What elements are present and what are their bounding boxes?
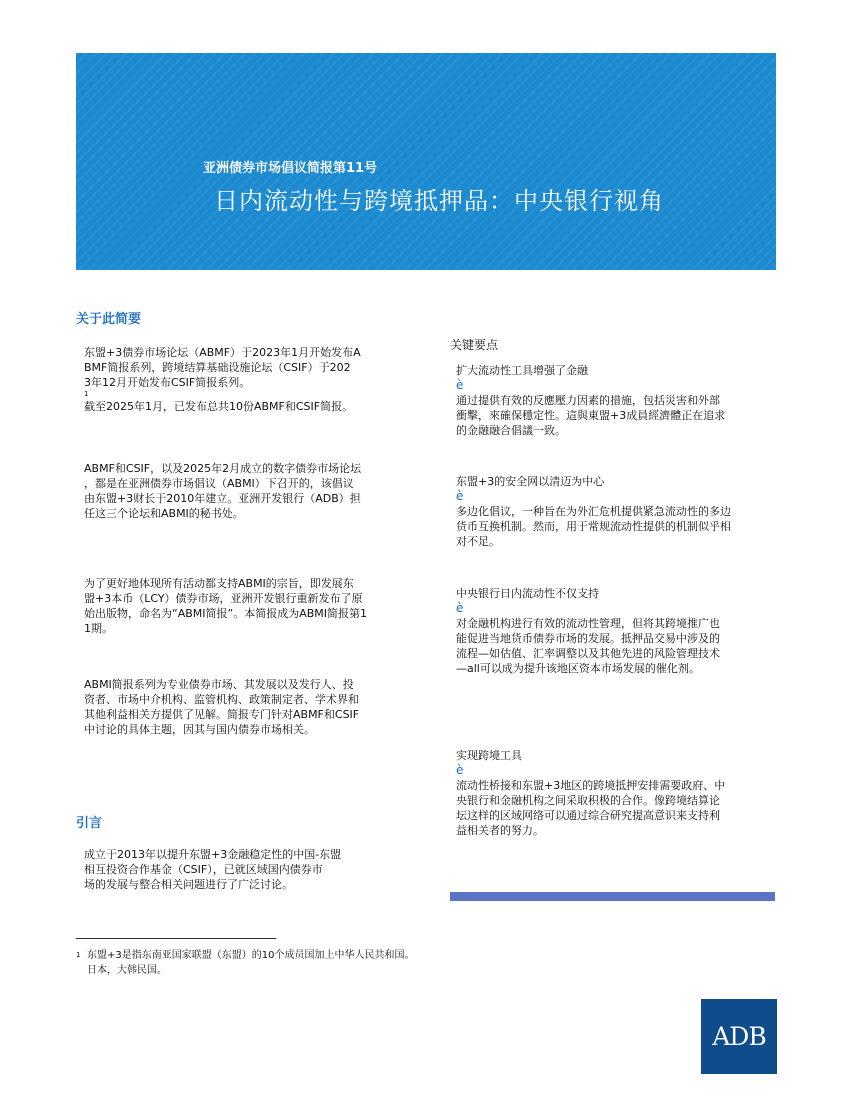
key-point-4 [456,748,774,838]
intro-heading: 引言 [76,816,103,831]
key-points-bottom-bar [450,892,775,901]
arrow-bullet-icon: è [456,601,464,615]
key-point-3 [456,586,774,676]
text-line: ABMI简报系列为专业债券市场、其发展以及发行人、投 [84,678,354,691]
text-line: 截至2025年1月，已发布总共10份ABMF和CSIF简报。 [84,400,354,413]
text-line: 中讨论的具体主题，因其与国内债券市场相关。 [84,723,315,736]
footnote-mark: 1 [76,951,81,959]
about-paragraph-3 [84,461,402,521]
key-point-title: 扩大流动性工具增强了金融 [456,364,588,377]
text-line: 由东盟+3财长于2010年建立。亚洲开发银行（ADB）担 [84,492,361,505]
publication-date: 2025年6月 [683,293,740,306]
text-line: 坛这样的区域网络可以通过综合研究提高意识来支持利 [456,809,720,822]
text-line: 货币互换机制。然而，用于常规流动性提供的机制似乎相 [456,520,731,533]
key-point-title: 实现跨境工具 [456,749,522,762]
key-point-1 [456,363,774,438]
text-line: 东盟+3是指东南亚国家联盟（东盟）的10个成员国加上中华人民共和国。 [87,950,415,961]
key-point-title: 中央银行日内流动性不仅支持 [456,587,599,600]
text-line: 盟+3本币（LCY）债券市场，亚洲开发银行重新发布了原 [84,592,363,605]
text-line: 3年12月开始发布CSIF简报系列。 [84,376,251,389]
text-line: 始出版物，命名为“ABMI简报”。本简报成为ABMI简报第1 [84,607,368,620]
text-line: 为了更好地体现所有活动都支持ABMI的宗旨，即发展东 [84,577,354,590]
text-line: ABMF和CSIF，以及2025年2月成立的数字债券市场论坛 [84,462,362,475]
text-line: 相互投资合作基金（CSIF），已就区域国内债券市 [84,863,323,876]
text-line: 其他利益相关方提供了见解。简报专门针对ABMF和CSIF [84,708,360,721]
about-paragraph-2 [84,399,402,414]
text-line: 成立于2013年以提升东盟+3金融稳定性的中国-东盟 [84,848,342,861]
footnote [76,948,776,978]
about-paragraph-1 [84,345,402,390]
header-banner [76,53,776,306]
text-line: 衝擊，來確保穩定性。這與東盟+3成員經濟體正在追求 [456,409,726,422]
footnote-reference[interactable]: 1 [84,390,89,398]
arrow-bullet-icon: è [456,763,464,777]
key-points-heading: 关键要点 [450,338,499,352]
text-line: 1期。 [84,622,113,635]
text-line: 央银行和金融机构之间采取积极的合作。像跨境结算论 [456,794,720,807]
page-title: 日内流动性与跨境抵押品：中央银行视角 [214,187,664,215]
adb-logo: ADB [701,999,777,1074]
text-line: 流程—如估值、汇率调整以及其他先进的风险管理技术 [456,647,720,660]
text-line: —all可以成为提升该地区资本市场发展的催化剂。 [456,662,700,675]
text-line: 资者、市场中介机构、监管机构、政策制定者、学术界和 [84,693,359,706]
text-line: 多边化倡议，一种旨在为外汇危机提供紧急流动性的多边 [456,505,731,518]
series-label: 亚洲债券市场倡议简报第11号 [203,161,378,176]
text-line: 场的发展与整合相关问题进行了广泛讨论。 [84,878,293,891]
text-line: 对不足。 [456,535,500,548]
text-line: 流动性桥接和东盟+3地区的跨境抵押安排需要政府、中 [456,779,726,792]
arrow-bullet-icon: è [456,489,464,503]
about-paragraph-4 [84,576,402,636]
text-line: 东盟+3债券市场论坛（ABMF）于2023年1月开始发布A [84,346,361,359]
text-line: 通过提供有效的反應壓力因素的措施，包括災害和外部 [456,394,720,407]
text-line: BMF简报系列，跨境结算基础设施论坛（CSIF）于202 [84,361,351,374]
text-line: 对金融机构进行有效的流动性管理，但将其跨境推广也 [456,617,720,630]
arrow-bullet-icon: è [456,378,464,392]
about-heading: 关于此简要 [76,312,142,327]
text-line: 能促进当地货币债券市场的发展。抵押品交易中涉及的 [456,632,720,645]
text-line: ，都是在亚洲债券市场倡议（ABMI）下召开的，该倡议 [84,477,354,490]
key-point-title: 东盟+3的安全网以清迈为中心 [456,475,605,488]
footnote-divider [76,938,276,939]
text-line: 的金融融合倡議一致。 [456,424,566,437]
intro-paragraph [84,847,402,892]
about-paragraph-5 [84,677,402,737]
text-line: 益相关者的努力。 [456,824,544,837]
key-point-2 [456,474,774,549]
text-line: 日本，大韩民国。 [87,965,167,976]
text-line: 任这三个论坛和ABMI的秘书处。 [84,507,244,520]
